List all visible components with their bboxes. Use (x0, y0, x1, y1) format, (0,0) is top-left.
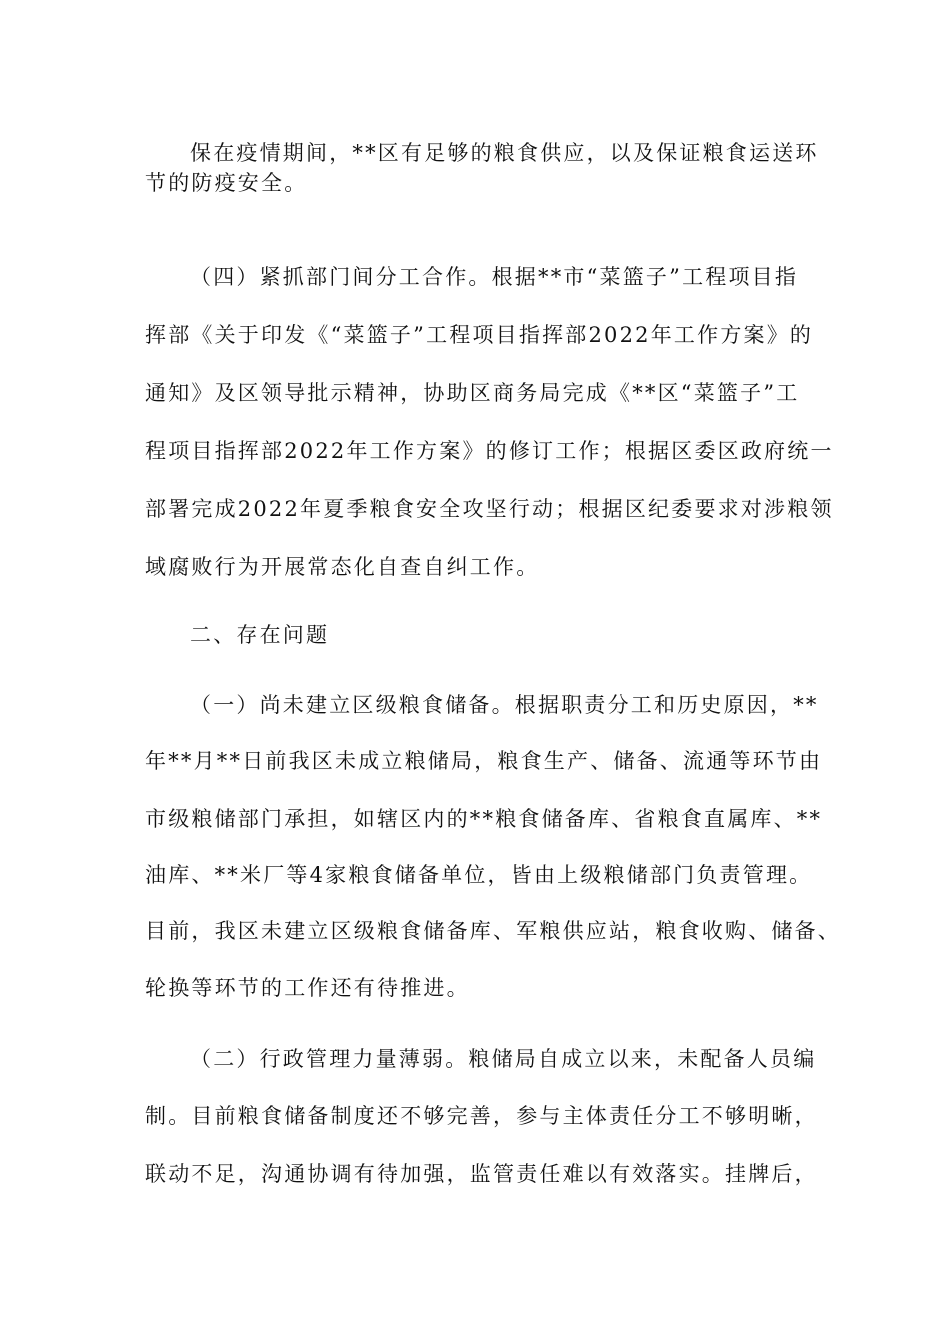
text-line: 市级粮储部门承担，如辖区内的**粮食储备库、省粮食直属库、** (145, 807, 823, 831)
text-line: 部署完成2022年夏季粮食安全攻坚行动；根据区纪委要求对涉粮领 (145, 497, 834, 521)
text-line: 挥部《关于印发《“菜篮子”工程项目指挥部2022年工作方案》的 (145, 323, 814, 347)
text-line: 程项目指挥部2022年工作方案》的修订工作；根据区委区政府统一 (145, 439, 834, 463)
subsection-two-heading-line: （二）行政管理力量薄弱。粮储局自成立以来，未配备人员编 (190, 1047, 817, 1071)
section-four-heading-line: （四）紧抓部门间分工合作。根据**市“菜篮子”工程项目指 (190, 265, 799, 289)
text-line: 目前，我区未建立区级粮食储备库、军粮供应站，粮食收购、储备、 (145, 919, 841, 943)
text-line: 年**月**日前我区未成立粮储局，粮食生产、储备、流通等环节由 (145, 749, 823, 773)
text-line: 节的防疫安全。 (145, 171, 308, 195)
text-line: 保在疫情期间，**区有足够的粮食供应，以及保证粮食运送环 (190, 141, 819, 165)
section-heading-problems: 二、存在问题 (190, 623, 330, 647)
text-line: 通知》及区领导批示精神，协助区商务局完成《**区“菜篮子”工 (145, 381, 800, 405)
text-line: 联动不足，沟通协调有待加强，监管责任难以有效落实。挂牌后， (145, 1162, 818, 1186)
subsection-one-heading-line: （一）尚未建立区级粮食储备。根据职责分工和历史原因，** (190, 693, 819, 717)
text-line: 轮换等环节的工作还有待推进。 (145, 976, 470, 1000)
text-line: 域腐败行为开展常态化自查自纠工作。 (145, 555, 540, 579)
text-line: 制。目前粮食储备制度还不够完善，参与主体责任分工不够明晰， (145, 1104, 818, 1128)
text-line: 油库、**米厂等4家粮食储备单位，皆由上级粮储部门负责管理。 (145, 863, 813, 887)
